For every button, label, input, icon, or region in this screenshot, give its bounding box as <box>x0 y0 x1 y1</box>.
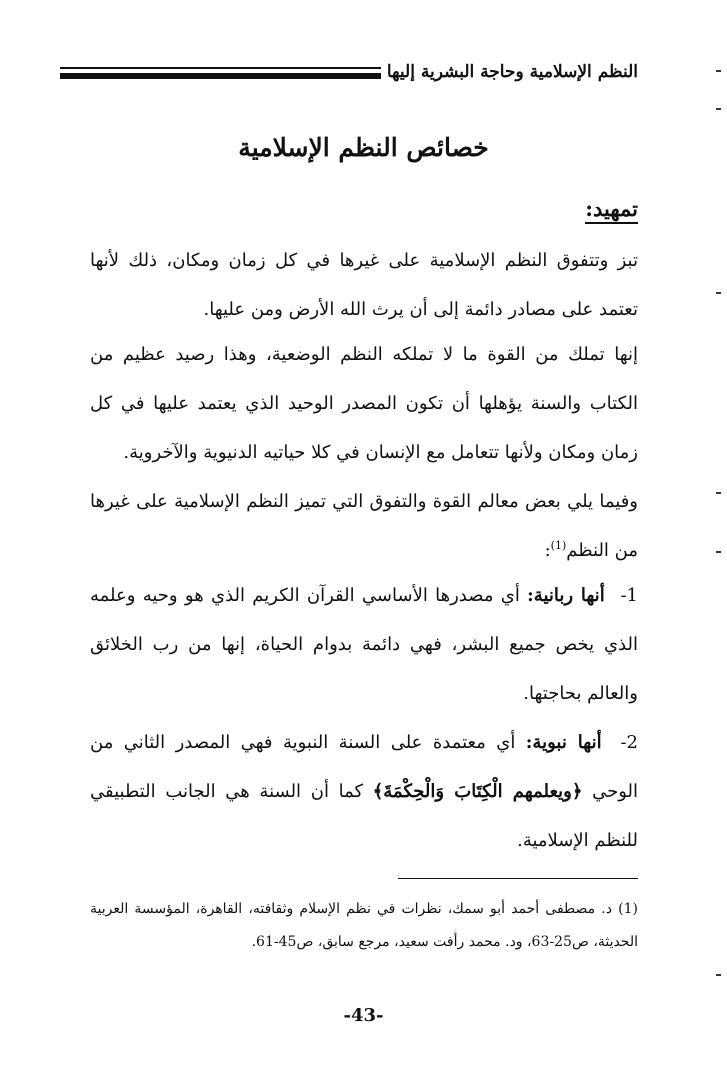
scan-mark <box>716 108 721 110</box>
list-intro <box>90 477 638 575</box>
scan-mark <box>716 292 721 294</box>
scan-mark <box>716 492 721 494</box>
header-rule <box>60 63 381 81</box>
footnote-text: د. مصطفى أحمد أبو سمك، نظرات في نظم الإسلام وثقافته، القاهرة، المؤسسة العربية الحديثة، ص25-63، ود. محمد رأفت سعيد، مرجع سابق، ص45-61. <box>90 901 638 950</box>
scan-mark <box>716 70 721 72</box>
list-item-1-number: 1- <box>620 585 638 606</box>
paragraph-1: تبز وتتفوق النظم الإسلامية على غيرها في كل زمان ومكان، ذلك لأنها تعتمد على مصادر دائمة إلى أن يرث الله الأرض ومن عليها. <box>90 250 638 320</box>
quran-quote: ﴿ويعلمهم الْكِتَابَ وَالْحِكْمَةَ﴾ <box>372 781 583 802</box>
list-item-1-term: أنها ربانية: <box>527 585 605 606</box>
running-header-title: النظم الإسلامية وحاجة البشرية إليها <box>386 62 638 82</box>
list-intro-end: : <box>544 540 551 561</box>
page-number: -43- <box>343 1005 384 1026</box>
list-item-1-text: أي مصدرها الأساسي القرآن الكريم الذي هو وحيه وعلمه الذي يخص جميع البشر، فهي دائمة بدوام الحياة، إنها من رب الخلائق والعالم بحاجتها. <box>90 585 638 704</box>
list-intro-text: وفيما يلي بعض معالم القوة والتفوق التي تميز النظم الإسلامية على غيرها من النظم <box>90 491 638 561</box>
running-header <box>60 56 638 88</box>
paragraph-2: إنها تملك من القوة ما لا تملكه النظم الوضعية، وهذا رصيد عظيم من الكتاب والسنة يؤهلها أن تكون المصدر الوحيد الذي يعتمد عليها في كل زمان ومكان ولأنها تتعامل مع الإنسان في كلا حياتيه الدنيوية والآخروية. <box>90 344 638 463</box>
footnote-separator <box>398 878 638 879</box>
footnote-reference: (1) <box>550 539 567 552</box>
scan-mark <box>716 551 721 553</box>
list-item-2-term: أنها نبوية: <box>525 732 602 753</box>
list-item-2 <box>90 718 638 865</box>
subheading-intro: تمهيد: <box>585 196 638 224</box>
list-item-2-text-after: كما أن السنة هي الجانب التطبيقي للنظم الإسلامية. <box>90 781 638 851</box>
list-item-1 <box>90 571 638 718</box>
section-title: خصائص النظم الإسلامية <box>238 133 489 162</box>
footnote <box>90 893 638 959</box>
list-item-2-number: 2- <box>620 732 638 753</box>
footnote-number: (1) <box>618 901 638 917</box>
scan-mark <box>716 974 721 976</box>
list-item-2-text-before: أي معتمدة على السنة النبوية فهي المصدر الثاني من الوحي <box>90 732 638 802</box>
